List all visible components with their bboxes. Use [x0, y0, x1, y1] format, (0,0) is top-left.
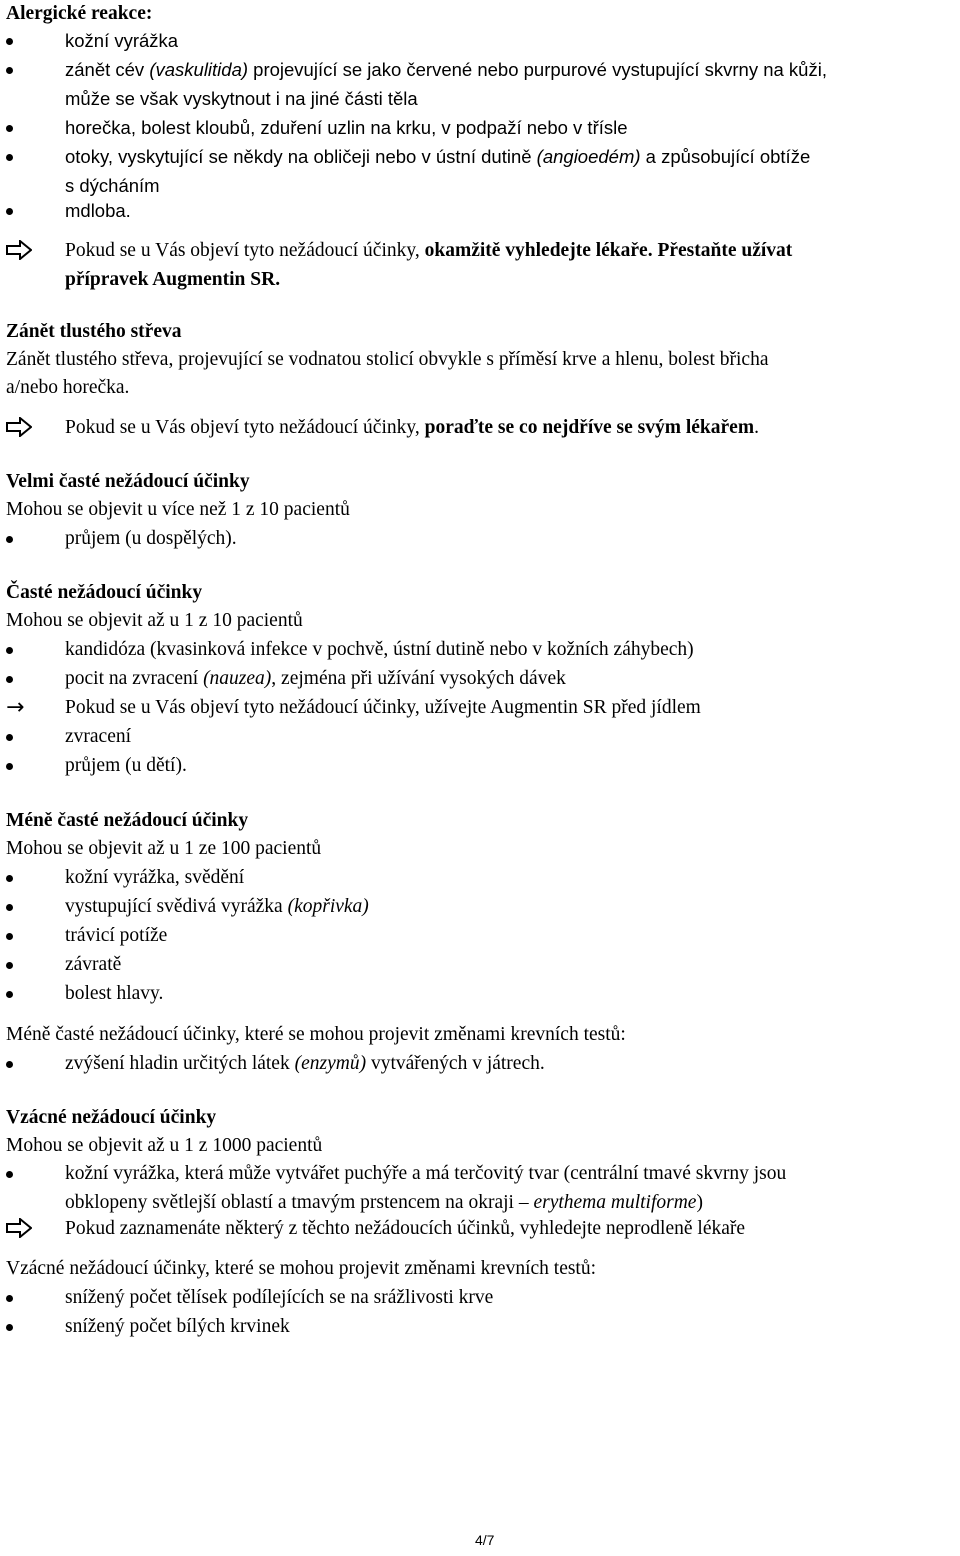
frequency-note: Mohou se objevit až u 1 z 1000 pacientů: [6, 1135, 323, 1156]
action-note: Pokud se u Vás objeví tyto nežádoucí účinky, poraďte se co nejdříve se svým lékařem.: [6, 413, 952, 442]
list-item: pocit na zvracení (nauzea), zejména při užívání vysokých dávek: [6, 664, 952, 693]
bullet-icon: [6, 125, 13, 132]
list-item: trávicí potíže: [6, 921, 952, 950]
list-item: závratě: [6, 950, 952, 979]
section-heading-rare: Vzácné nežádoucí účinky: [6, 1107, 217, 1128]
list-item: snížený počet tělísek podílejících se na srážlivosti krve: [6, 1283, 952, 1312]
list-item: bolest hlavy.: [6, 979, 952, 1008]
frequency-note: Mohou se objevit u více než 1 z 10 pacientů: [6, 499, 350, 520]
list-item: kandidóza (kvasinková infekce v pochvě, ústní dutině nebo v kožních záhybech): [6, 635, 952, 664]
action-note: Pokud zaznamenáte některý z těchto nežádoucích účinků, vyhledejte neprodleně lékaře: [6, 1214, 952, 1243]
section-heading-uncommon: Méně časté nežádoucí účinky: [6, 810, 249, 831]
paragraph: Zánět tlustého střeva, projevující se vodnatou stolicí obvykle s příměsí krve a hlenu, bolest břicha: [6, 349, 769, 370]
bullet-icon: [6, 208, 13, 215]
arrow-right-icon: →: [6, 695, 25, 720]
bullet-icon: [6, 1295, 13, 1302]
bullet-icon: [6, 536, 13, 543]
bullet-icon: [6, 933, 13, 940]
list-item: průjem (u dospělých).: [6, 524, 952, 553]
list-item: zvýšení hladin určitých látek (enzymů) vytvářených v játrech.: [6, 1049, 952, 1078]
section-heading-colitis: Zánět tlustého střeva: [6, 321, 182, 342]
section-heading-common: Časté nežádoucí účinky: [6, 582, 203, 603]
bullet-icon: [6, 1171, 13, 1178]
list-item: snížený počet bílých krvinek: [6, 1312, 952, 1341]
bullet-icon: [6, 1324, 13, 1331]
list-item: kožní vyrážka: [6, 26, 952, 55]
action-note: Pokud se u Vás objeví tyto nežádoucí účinky, okamžitě vyhledejte lékaře. Přestaňte užívat přípravek Augmentin SR.: [6, 236, 952, 294]
bullet-icon: [6, 154, 13, 161]
bullet-icon: [6, 875, 13, 882]
section-heading-very-common: Velmi časté nežádoucí účinky: [6, 471, 250, 492]
bullet-icon: [6, 38, 13, 45]
bullet-icon: [6, 904, 13, 911]
paragraph: a/nebo horečka.: [6, 377, 130, 398]
page-number: 4/7: [475, 1532, 495, 1548]
arrow-right-icon: [6, 417, 32, 437]
bullet-icon: [6, 991, 13, 998]
list-item: zánět cév (vaskulitida) projevující se jako červené nebo purpurové vystupující skvrny na kůži, může se však vyskytnout i na jiné části těla: [6, 55, 952, 113]
bullet-icon: [6, 763, 13, 770]
bullet-icon: [6, 962, 13, 969]
arrow-right-icon: [6, 1218, 32, 1238]
bullet-icon: [6, 734, 13, 741]
bullet-icon: [6, 67, 13, 74]
list-item: kožní vyrážka, která může vytvářet puchýře a má terčovitý tvar (centrální tmavé skvrny jsou obklopeny světlejší oblastí a tmavým prstencem na okraji – erythema multiforme): [6, 1159, 952, 1217]
list-item: otoky, vyskytující se někdy na obličeji nebo v ústní dutině (angioedém) a způsobující obtíže s dýcháním: [6, 142, 952, 200]
bullet-icon: [6, 647, 13, 654]
list-item: horečka, bolest kloubů, zduření uzlin na krku, v podpaží nebo v třísle: [6, 113, 952, 142]
action-note: → Pokud se u Vás objeví tyto nežádoucí účinky, užívejte Augmentin SR před jídlem: [6, 695, 701, 720]
section-heading-allergic: Alergické reakce:: [6, 3, 153, 24]
bullet-icon: [6, 676, 13, 683]
list-item: vystupující svědivá vyrážka (kopřivka): [6, 892, 952, 921]
bullet-icon: [6, 1061, 13, 1068]
frequency-note: Mohou se objevit až u 1 ze 100 pacientů: [6, 838, 322, 859]
frequency-note: Mohou se objevit až u 1 z 10 pacientů: [6, 610, 303, 631]
list-item: průjem (u dětí).: [6, 751, 952, 780]
list-item: zvracení: [6, 722, 952, 751]
arrow-right-icon: [6, 240, 32, 260]
list-item: mdloba.: [6, 196, 952, 225]
paragraph: Méně časté nežádoucí účinky, které se mohou projevit změnami krevních testů:: [6, 1024, 626, 1045]
list-item: kožní vyrážka, svědění: [6, 863, 952, 892]
paragraph: Vzácné nežádoucí účinky, které se mohou projevit změnami krevních testů:: [6, 1258, 597, 1279]
